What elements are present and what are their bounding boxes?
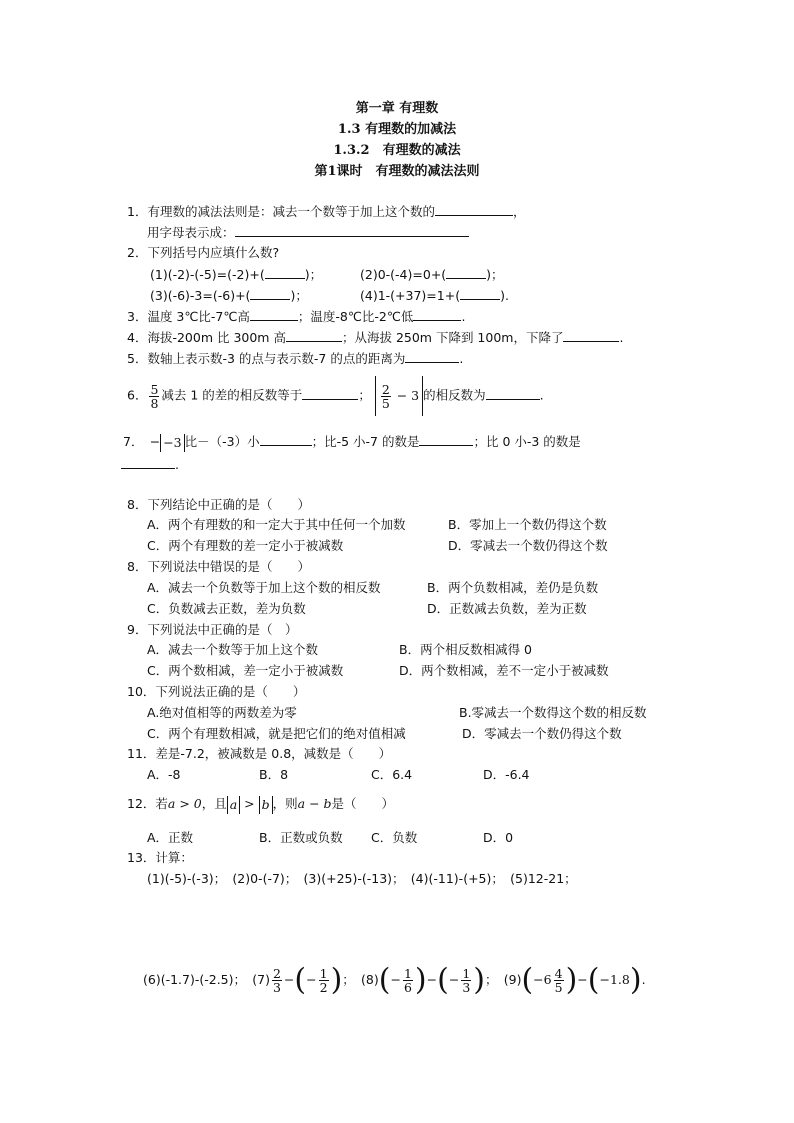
answer-blank[interactable]: [250, 286, 290, 300]
question-11-stem: 11．差是-7.2，被减数是 0.8，减数是（ ）: [127, 746, 392, 761]
answer-blank[interactable]: [286, 328, 342, 342]
question-12-option-d[interactable]: D．0: [483, 830, 514, 845]
section-title: 1.3 有理数的加减法: [337, 122, 457, 137]
fraction: $\frac{1}{3}$: [462, 966, 471, 995]
question-8b-option-d[interactable]: D．正数减去负数，差为正数: [427, 601, 587, 616]
chapter-title: 第一章 有理数: [355, 101, 439, 116]
answer-blank[interactable]: [250, 307, 298, 321]
absolute-value-a: a: [227, 796, 240, 814]
question-11-option-b[interactable]: B．8: [259, 767, 289, 782]
question-9-stem: 9．下列说法中正确的是（ ）: [127, 622, 298, 637]
answer-blank[interactable]: [121, 455, 175, 469]
question-8b-option-a[interactable]: A．减去一个负数等于加上这个数的相反数: [147, 580, 381, 595]
right-paren: ): [414, 962, 427, 998]
absolute-value-expression: $\frac{2}{5}$ − 3: [375, 376, 423, 416]
question-8-option-d[interactable]: D．零减去一个数仍得这个数: [448, 538, 608, 553]
left-paren: (: [521, 962, 534, 998]
question-2-item-2: (2)0-(-4)=0+( )；: [360, 267, 504, 282]
question-9-option-d[interactable]: D．两个数相减，差不一定小于被减数: [399, 663, 609, 678]
fraction: $\frac{2}{5}$: [381, 382, 390, 411]
fraction: $\frac{1}{2}$: [319, 966, 328, 995]
answer-blank[interactable]: [265, 265, 305, 279]
right-paren: ): [473, 962, 485, 998]
answer-blank[interactable]: [419, 432, 473, 446]
answer-blank[interactable]: [486, 386, 540, 400]
question-2-item-4: (4)1-(+37)=1+( ).: [360, 288, 509, 303]
question-8-stem: 8．下列结论中正确的是（ ）: [127, 497, 310, 512]
answer-blank[interactable]: [302, 386, 358, 400]
right-paren: ): [330, 962, 343, 998]
question-9-option-b[interactable]: B．两个相反数相减得 0: [399, 642, 533, 657]
question-1-line-2: 用字母表示成：: [147, 223, 469, 242]
question-6: 6． $\frac{5}{8}$ 减去 1 的差的相反数等于 ； $\frac{2}{5}$ − 3 的相反数为 .: [127, 376, 544, 416]
left-paren: (: [437, 962, 449, 998]
answer-blank[interactable]: [563, 328, 619, 342]
fraction: $\frac{1}{6}$: [403, 966, 412, 995]
fraction: $\frac{4}{5}$: [554, 966, 563, 995]
question-2-stem: 2．下列括号内应填什么数?: [127, 245, 280, 260]
left-paren: (: [587, 962, 600, 998]
question-13-stem: 13．计算：: [127, 850, 193, 865]
right-paren: ): [565, 962, 578, 998]
question-12-option-c[interactable]: C．负数: [371, 830, 418, 845]
answer-blank[interactable]: [405, 349, 459, 363]
question-5: 5．数轴上表示数-3 的点与表示数-7 的点的距离为 .: [127, 351, 464, 366]
question-11-option-c[interactable]: C．6.4: [371, 767, 413, 782]
answer-blank[interactable]: [435, 202, 513, 216]
question-7-line-1: 7． − −3 比－（-3）小 ；比-5 小-7 的数是 ；比 0 小-3 的数是: [123, 434, 581, 450]
question-8b-option-b[interactable]: B．两个负数相减，差仍是负数: [427, 580, 599, 595]
question-9-option-c[interactable]: C．两个数相减，差一定小于被减数: [147, 663, 344, 678]
answer-blank[interactable]: [460, 286, 500, 300]
answer-blank[interactable]: [446, 265, 486, 279]
question-7-line-2: .: [121, 455, 179, 474]
question-3: 3．温度 3℃比-7℃高 ；温度-8℃比-2℃低 .: [127, 309, 466, 324]
question-8b-option-c[interactable]: C．负数减去正数，差为负数: [147, 601, 306, 616]
question-11-option-d[interactable]: D．-6.4: [483, 767, 530, 782]
absolute-value-b: b: [259, 796, 273, 814]
question-12-option-a[interactable]: A．正数: [147, 830, 194, 845]
question-2-item-1: (1)(-2)-(-5)=(-2)+( )；: [150, 267, 323, 282]
question-10-option-a[interactable]: A.绝对值相等的两数差为零: [147, 705, 297, 720]
subsection-title: 1.3.2 有理数的减法: [333, 143, 461, 158]
question-8-option-b[interactable]: B．零加上一个数仍得这个数: [448, 517, 607, 532]
question-8b-stem: 8．下列说法中错误的是（ ）: [127, 559, 310, 574]
question-10-option-b[interactable]: B.零减去一个数得这个数的相反数: [459, 705, 647, 720]
answer-blank[interactable]: [235, 223, 469, 237]
question-10-option-c[interactable]: C．两个有理数相减，就是把它们的绝对值相减: [147, 726, 406, 741]
question-2-item-3: (3)(-6)-3=(-6)+( )；: [150, 288, 308, 303]
left-paren: (: [294, 962, 307, 998]
question-12-stem: 12．若a > 0，且 a > b ，则a − b是（ ）: [127, 796, 395, 812]
question-9-option-a[interactable]: A．减去一个数等于加上这个数: [147, 642, 319, 657]
lesson-title: 第1课时 有理数的减法法则: [314, 164, 480, 179]
question-11-option-a[interactable]: A．-8: [147, 767, 181, 782]
question-4: 4．海拔-200m 比 300m 高 ；从海拔 250m 下降到 100m，下降了 .: [127, 330, 624, 345]
absolute-value-expression: −3: [160, 434, 184, 452]
answer-blank[interactable]: [260, 432, 312, 446]
fraction: $\frac{5}{8}$: [150, 381, 159, 411]
title-block: [0, 98, 794, 182]
question-12-option-b[interactable]: B．正数或负数: [259, 830, 343, 845]
question-1-line-1: 1．有理数的减法法则是：减去一个数等于加上这个数的 ，: [127, 204, 526, 219]
question-10-stem: 10．下列说法正确的是（ ）: [127, 684, 306, 699]
question-13-line-1: (1)(-5)-(-3)； (2)0-(-7)； (3)(+25)-(-13)； (4)(-11)-(+5)； (5)12-21；: [147, 871, 577, 886]
question-8-option-c[interactable]: C．两个有理数的差一定小于被减数: [147, 538, 344, 553]
answer-blank[interactable]: [413, 307, 461, 321]
right-paren: ): [629, 962, 642, 998]
fraction: $\frac{2}{3}$: [272, 966, 281, 995]
question-8-option-a[interactable]: A．两个有理数的和一定大于其中任何一个加数: [147, 517, 406, 532]
question-10-option-d[interactable]: D．零减去一个数仍得这个数: [462, 726, 622, 741]
left-paren: (: [378, 962, 391, 998]
question-13-line-2: (6)(-1.7)-(-2.5)； (7) $\frac{2}{3}$ −(− $\frac{1}{2}$ )； (8)(− $\frac{1}{6}$ )−(− $\frac{1}{3}$ )； (9)(−6 $\frac{4}{5}$ )−(−1.8).: [143, 962, 646, 998]
